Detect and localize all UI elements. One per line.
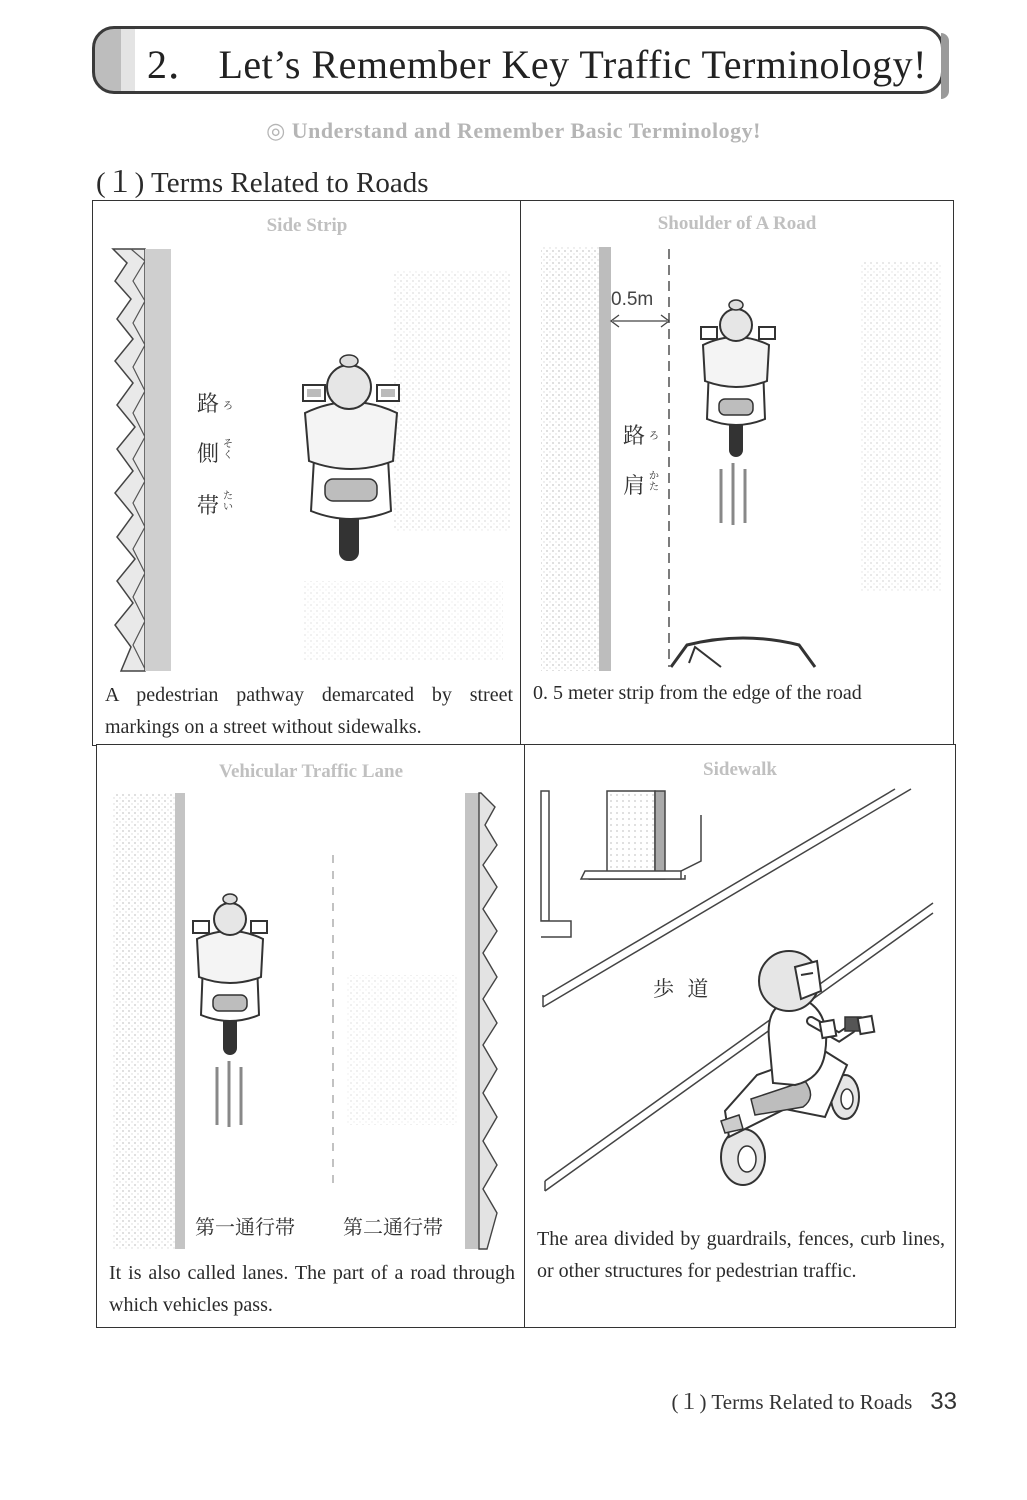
road-shoulder-illustration <box>521 201 953 676</box>
panel-side-strip <box>92 200 522 746</box>
motorcycle-icon <box>193 894 267 1055</box>
lane-1-label: 第一通行帯 <box>195 1215 295 1239</box>
panel-caption: 0. 5 meter strip from the edge of the road <box>533 682 862 704</box>
jp-ruby: そく <box>223 439 233 461</box>
jp-term-char: 肩 <box>623 474 646 499</box>
motorcycle-icon <box>701 300 775 457</box>
panel-caption: It is also called lanes. The part of a road through which vehicles pass. <box>109 1262 515 1316</box>
motorcycle-icon <box>303 355 399 561</box>
jp-ruby: ろ <box>223 401 233 412</box>
panel-label: Shoulder of A Road <box>657 213 817 234</box>
jp-term-char: 帯 <box>197 494 220 519</box>
shoulder-measure: 0.5m <box>611 289 654 310</box>
scooter-rider-icon <box>721 951 874 1185</box>
traffic-lane-illustration <box>97 745 525 1255</box>
panel-traffic-lane <box>96 744 526 1328</box>
terms-grid <box>92 200 956 1328</box>
side-strip-illustration <box>93 201 521 676</box>
title-banner <box>92 26 944 94</box>
panel-caption: A pedestrian pathway demarcated by street markings on a street without sidewalks. <box>105 684 513 738</box>
panel-label: Side Strip <box>266 215 348 236</box>
footer-section: (１) Terms Related to Roads <box>671 1390 913 1414</box>
jp-term-char: 路 <box>623 424 646 449</box>
jp-ruby: ろ <box>649 431 659 442</box>
page-footer <box>672 1386 957 1416</box>
jp-term: 歩 道 <box>653 977 709 1001</box>
jp-ruby: かた <box>649 471 659 493</box>
jp-term-char: 側 <box>197 442 220 467</box>
section-heading: (１) Terms Related to Roads <box>96 167 429 199</box>
subtitle: ◎ Understand and Remember Basic Terminology! <box>266 118 761 143</box>
jp-term-char: 路 <box>197 392 220 417</box>
panel-label: Vehicular Traffic Lane <box>218 761 404 782</box>
panel-caption: The area divided by guardrails, fences, curb lines, or other structures for pedestrian traffic. <box>537 1228 945 1282</box>
jp-ruby: たい <box>223 491 233 513</box>
lane-2-label: 第二通行帯 <box>343 1215 443 1239</box>
panel-sidewalk <box>524 744 956 1328</box>
sidewalk-illustration <box>525 745 955 1255</box>
page-title: 2． Let’s Remember Key Traffic Terminology! <box>147 42 927 87</box>
page-number: 33 <box>930 1388 957 1415</box>
panel-road-shoulder <box>520 200 954 746</box>
panel-label: Sidewalk <box>703 759 777 780</box>
